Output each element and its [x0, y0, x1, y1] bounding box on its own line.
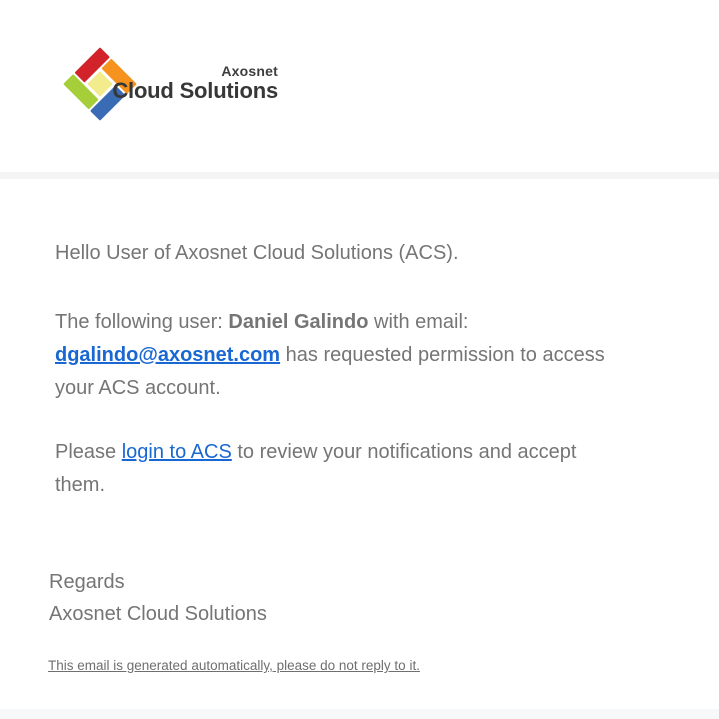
- requester-name: Daniel Galindo: [228, 311, 369, 333]
- paragraph-greeting: [55, 237, 695, 270]
- header-divider: [0, 172, 719, 179]
- paragraph-request: [55, 306, 695, 405]
- text-segment: your ACS account.: [55, 377, 221, 399]
- text-segment: to review your notifications and accept: [231, 441, 577, 463]
- text-segment: them.: [55, 474, 106, 496]
- auto-generated-note: This email is generated automatically, please do not reply to it.: [48, 658, 420, 673]
- logo-wordmark: [90, 63, 278, 103]
- logo-brand-bottom: Cloud Solutions: [112, 78, 278, 103]
- logo-brand-top: Axosnet: [221, 63, 278, 79]
- requester-email-link[interactable]: dgalindo@axosnet.com: [55, 344, 281, 366]
- login-to-acs-link[interactable]: login to ACS: [121, 441, 232, 463]
- text-segment: Please: [55, 441, 122, 463]
- text-segment: Hello User of Axosnet Cloud Solutions (ACS).: [55, 242, 459, 264]
- text-segment: has requested permission to access: [280, 344, 605, 366]
- signature-block: [49, 566, 267, 630]
- bottom-background-bar: [0, 709, 719, 719]
- text-segment: with email:: [368, 311, 469, 333]
- signature-regards: Regards: [49, 571, 125, 593]
- paragraph-action: [55, 436, 695, 502]
- signature-company: Axosnet Cloud Solutions: [49, 603, 267, 625]
- text-segment: The following user:: [55, 311, 229, 333]
